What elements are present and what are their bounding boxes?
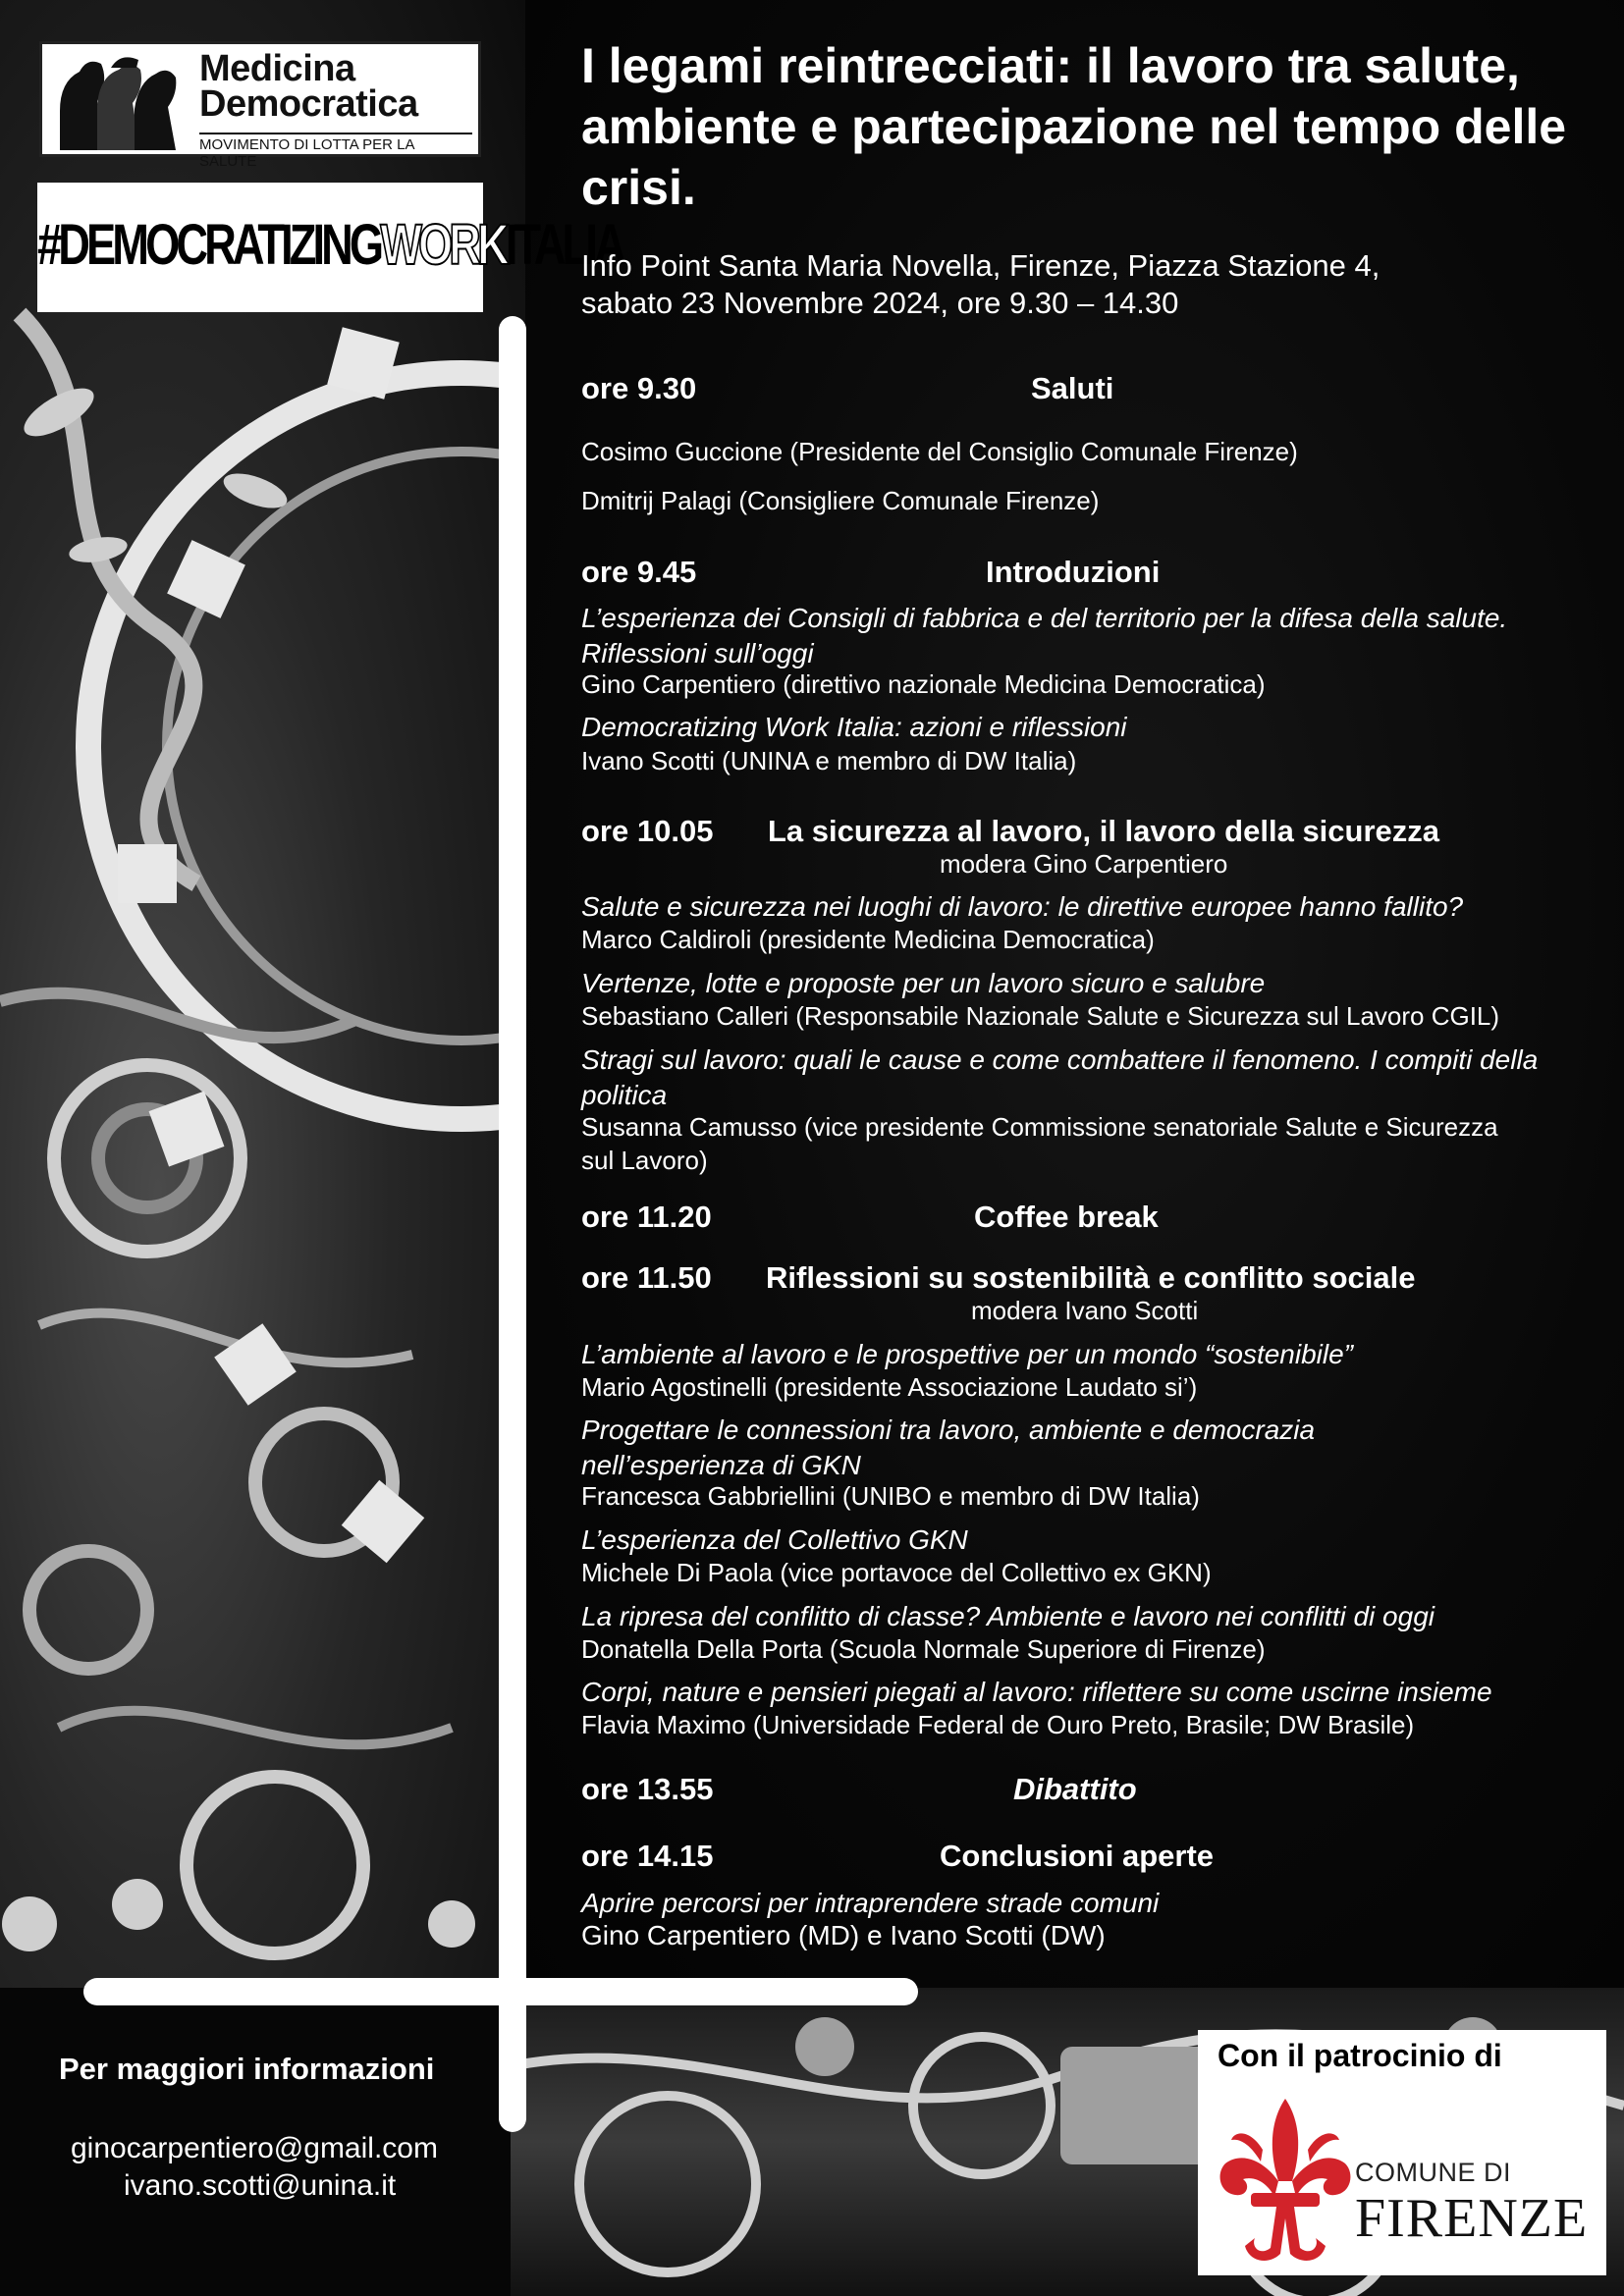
speaker: Dmitrij Palagi (Consigliere Comunale Firenze)	[581, 486, 1100, 515]
talk-title: Salute e sicurezza nei luoghi di lavoro: le direttive europee hanno fallito?	[581, 891, 1464, 922]
venue-line2: sabato 23 Novembre 2024, ore 9.30 – 14.30	[581, 286, 1179, 320]
talk-speaker: Mario Agostinelli (presidente Associazione Laudato si’)	[581, 1372, 1198, 1402]
talk-speaker: Gino Carpentiero (direttivo nazionale Medicina Democratica)	[581, 669, 1266, 699]
email-link[interactable]: ivano.scotti@unina.it	[124, 2169, 397, 2202]
venue-line1: Info Point Santa Maria Novella, Firenze, Piazza Stazione 4,	[581, 248, 1380, 283]
talk-speaker: Susanna Camusso (vice presidente Commissione senatoriale Salute e Sicurezza sul Lavoro)	[581, 1112, 1498, 1175]
slot-time: ore 14.15	[581, 1839, 714, 1873]
dw-logo-part1: #DEMOCRATIZING	[37, 213, 381, 277]
talk-speaker: Michele Di Paola (vice portavoce del Collettivo ex GKN)	[581, 1558, 1212, 1587]
talk-speaker: Ivano Scotti (UNINA e membro di DW Italia)	[581, 746, 1077, 775]
comune-label: COMUNE DI	[1355, 2158, 1511, 2187]
md-logo-line1: Medicina	[199, 48, 355, 89]
talk-speaker: Gino Carpentiero (MD) e Ivano Scotti (DW)	[581, 1920, 1106, 1950]
dw-logo-part3: ITALIA	[505, 213, 623, 277]
slot-title: Saluti	[1031, 371, 1114, 405]
talk-title: Corpi, nature e pensieri piegati al lavoro: riflettere su come uscirne insieme	[581, 1677, 1492, 1707]
slot-title: Introduzioni	[986, 555, 1161, 589]
slot-title: Riflessioni su sostenibilità e conflitto sociale	[766, 1260, 1416, 1295]
talk-title: Stragi sul lavoro: quali le cause e come combattere il fenomeno. I compiti della politica	[581, 1044, 1539, 1110]
moderator: modera Ivano Scotti	[971, 1296, 1199, 1325]
comune-name: FIRENZE	[1355, 2188, 1589, 2249]
patronage-box	[1198, 2030, 1606, 2275]
medicina-democratica-logo	[39, 41, 481, 170]
talk-title: Aprire percorsi per intraprendere strade comuni	[581, 1888, 1160, 1918]
workers-silhouette-icon	[50, 52, 207, 150]
slot-title: Dibattito	[1013, 1772, 1137, 1806]
talk-speaker: Marco Caldiroli (presidente Medicina Democratica)	[581, 925, 1155, 954]
talk-title: L’ambiente al lavoro e le prospettive per un mondo “sostenibile”	[581, 1339, 1354, 1369]
slot-time: ore 11.50	[581, 1260, 712, 1295]
talk-title: Democratizing Work Italia: azioni e riflessioni	[581, 712, 1127, 742]
slot-time: ore 11.20	[581, 1200, 712, 1234]
fleur-de-lis-icon	[1212, 2091, 1359, 2268]
slot-time: ore 9.45	[581, 555, 697, 589]
md-logo-line2: Democratica	[199, 83, 418, 125]
decorative-vertical-bar	[499, 316, 526, 2132]
talk-title: Vertenze, lotte e proposte per un lavoro sicuro e salubre	[581, 968, 1266, 998]
decorative-horizontal-bar	[83, 1978, 918, 2005]
dw-logo-part2: WORK	[380, 213, 506, 277]
talk-title: La ripresa del conflitto di classe? Ambiente e lavoro nei conflitti di oggi	[581, 1601, 1435, 1631]
talk-title: L’esperienza del Collettivo GKN	[581, 1524, 968, 1555]
info-heading: Per maggiori informazioni	[59, 2052, 435, 2086]
democratizing-work-logo	[37, 183, 623, 312]
talk-speaker: Sebastiano Calleri (Responsabile Nazionale Salute e Sicurezza sul Lavoro CGIL)	[581, 1001, 1500, 1031]
talk-speaker: Donatella Della Porta (Scuola Normale Superiore di Firenze)	[581, 1634, 1266, 1664]
talk-title: L’esperienza dei Consigli di fabbrica e del territorio per la difesa della salute. Riflessioni sull’oggi	[581, 603, 1508, 668]
patronage-label: Con il patrocinio di	[1218, 2038, 1502, 2073]
slot-time: ore 13.55	[581, 1772, 714, 1806]
event-venue	[581, 247, 1583, 322]
event-title: I legami reintrecciati: il lavoro tra salute, ambiente e partecipazione nel tempo delle crisi.	[581, 38, 1567, 215]
speaker: Cosimo Guccione (Presidente del Consiglio Comunale Firenze)	[581, 437, 1298, 466]
slot-title: Conclusioni aperte	[940, 1839, 1215, 1873]
slot-title: Coffee break	[974, 1200, 1159, 1234]
talk-speaker: Flavia Maximo (Universidade Federal de Ouro Preto, Brasile; DW Brasile)	[581, 1710, 1415, 1739]
slot-time: ore 10.05	[581, 814, 714, 848]
slot-title: La sicurezza al lavoro, il lavoro della sicurezza	[768, 814, 1440, 848]
slot-time: ore 9.30	[581, 371, 697, 405]
email-link[interactable]: ginocarpentiero@gmail.com	[71, 2132, 438, 2164]
talk-speaker: Francesca Gabbriellini (UNIBO e membro di DW Italia)	[581, 1481, 1200, 1511]
moderator: modera Gino Carpentiero	[940, 849, 1228, 879]
md-logo-tagline: MOVIMENTO DI LOTTA PER LA SALUTE	[199, 133, 472, 170]
talk-title: Progettare le connessioni tra lavoro, ambiente e democrazia nell’esperienza di GKN	[581, 1415, 1316, 1480]
